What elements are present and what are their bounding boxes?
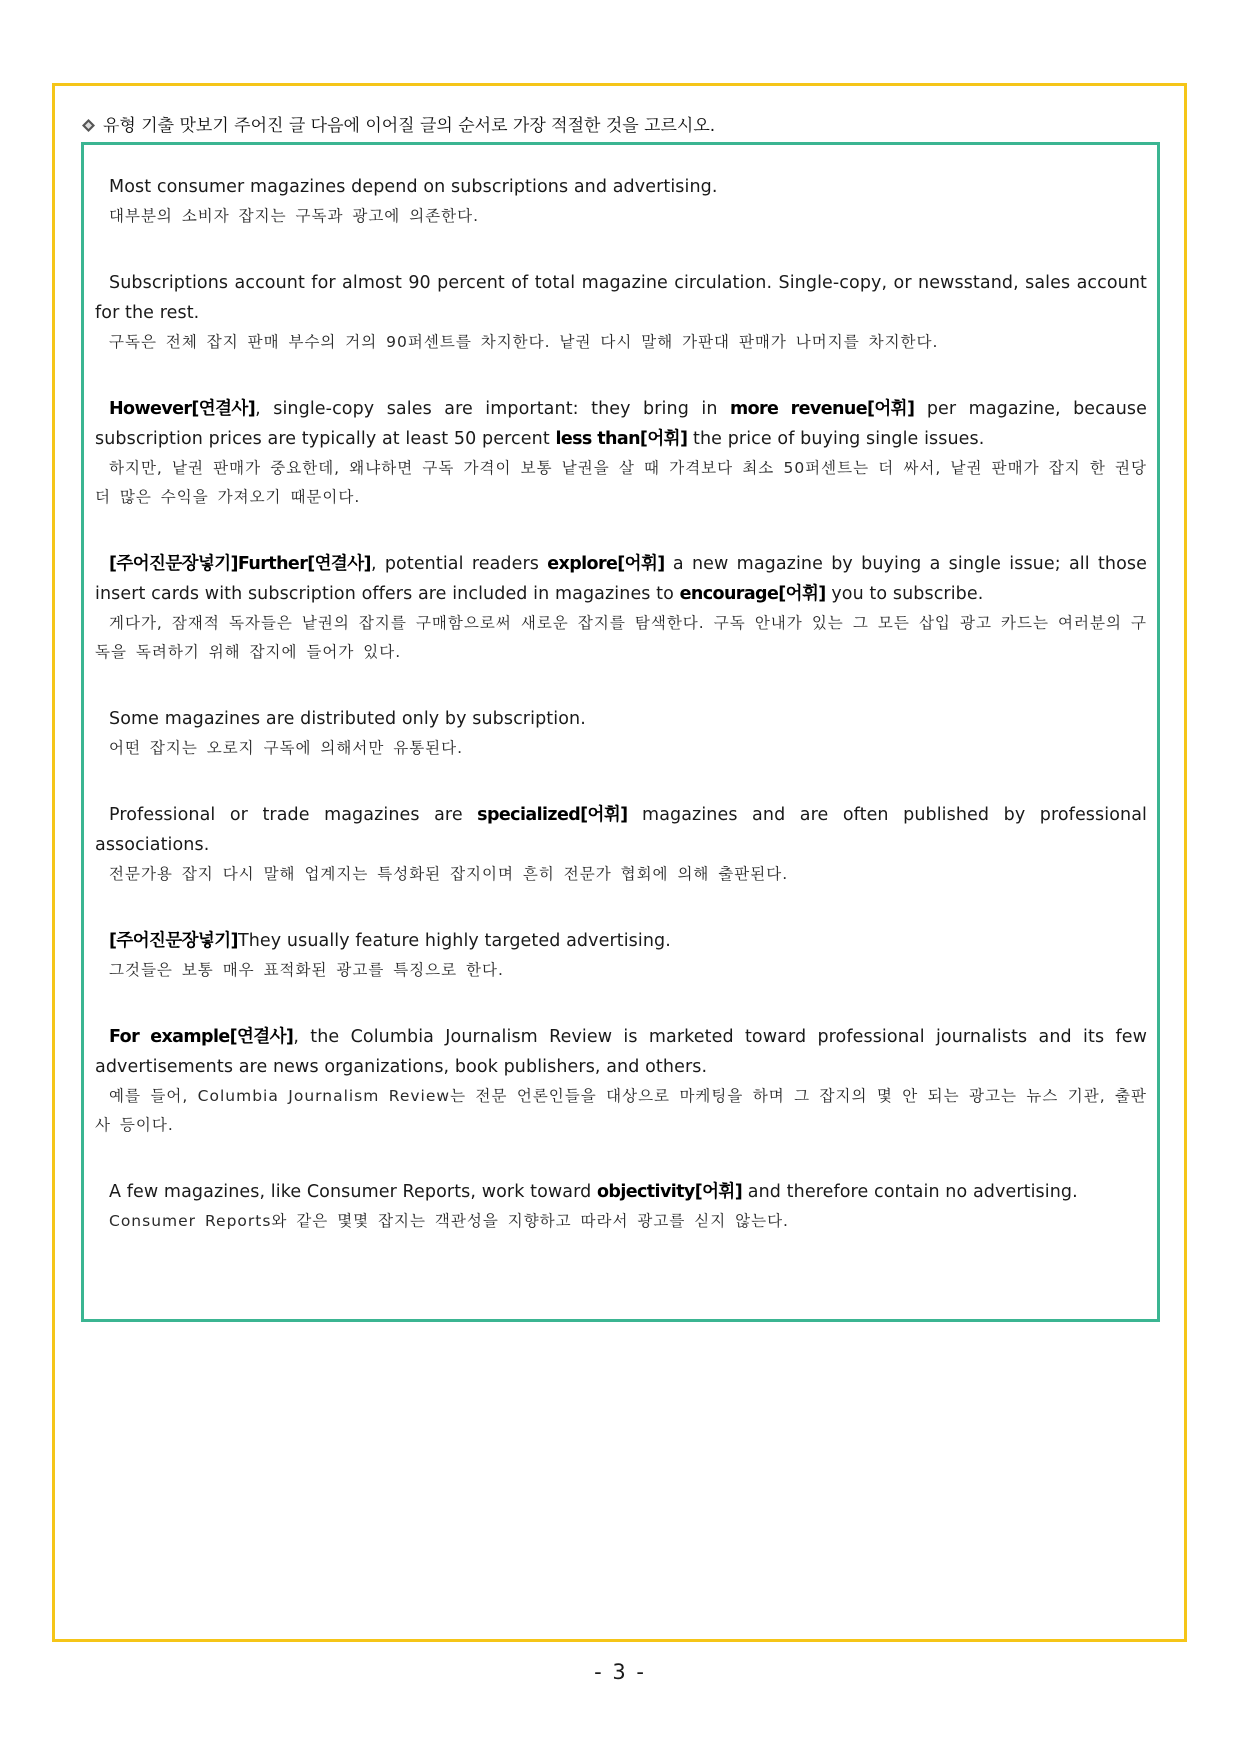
sentence-pair [95, 926, 1147, 985]
english-sentence [95, 172, 1147, 202]
sentence-text: a new magazine by buying a single issue; all those insert cards with subscription offers are included in magazines to [95, 554, 1147, 604]
korean-translation: Consumer Reports와 같은 몇몇 잡지는 객관성을 지향하고 따라서 광고를 싣지 않는다. [109, 1212, 789, 1230]
sentence-text: A few magazines, like Consumer Reports, work toward [109, 1182, 597, 1202]
keyword-annotation: more revenue[어휘] [729, 399, 915, 419]
question-header [82, 111, 715, 136]
korean-translation: 예를 들어, Columbia Journalism Review는 전문 언론인들을 대상으로 마케팅을 하며 그 잡지의 몇 안 되는 광고는 뉴스 기관, 출판사 등이다. [95, 1087, 1147, 1134]
sentence-pair [95, 549, 1147, 667]
sentence-pair [95, 394, 1147, 512]
page-number: - 3 - [594, 1660, 646, 1684]
keyword-annotation: [주어진문장넣기] [109, 931, 238, 951]
english-sentence [95, 549, 1147, 609]
sentence-text: Professional or trade magazines are [109, 805, 478, 825]
keyword-annotation: explore[어휘] [547, 554, 665, 574]
sentence-text: They usually feature highly targeted advertising. [237, 931, 671, 951]
korean-translation: 구독은 전체 잡지 판매 부수의 거의 90퍼센트를 차지한다. 낱권 다시 말해 가판대 판매가 나머지를 차지한다. [109, 333, 939, 351]
korean-translation: 어떤 잡지는 오로지 구독에 의해서만 유통된다. [109, 739, 464, 757]
english-sentence [95, 268, 1147, 328]
sentence-text: , potential readers [370, 554, 548, 574]
sentence-text: , the Columbia Journalism Review is marketed toward professional journalists and its few advertisements are news organizations, book publishers, and others. [95, 1027, 1147, 1077]
english-sentence [95, 1022, 1147, 1082]
english-sentence [95, 926, 1147, 956]
sentence-text: the price of buying single issues. [687, 429, 985, 449]
english-sentence [95, 1177, 1147, 1207]
sentence-text: , single-copy sales are important: they bring in [255, 399, 730, 419]
sentence-pair [95, 1022, 1147, 1140]
diamond-bullet-icon [82, 119, 95, 132]
sentence-text: Some magazines are distributed only by subscription. [109, 709, 586, 729]
sentence-text: Subscriptions account for almost 90 percent of total magazine circulation. Single-copy, or newsstand, sales account for the rest. [95, 273, 1147, 323]
keyword-annotation: less than[어휘] [555, 429, 688, 449]
sentence-text: magazines and are often published by professional associations. [95, 805, 1147, 855]
question-header-text: 유형 기출 맛보기 주어진 글 다음에 이어질 글의 순서로 가장 적절한 것을 고르시오. [103, 116, 716, 136]
keyword-annotation: objectivity[어휘] [596, 1182, 743, 1202]
passage-box [81, 142, 1160, 1322]
english-sentence [95, 394, 1147, 454]
passage-content [95, 172, 1147, 1236]
sentence-pair [95, 172, 1147, 231]
sentence-pair [95, 268, 1147, 357]
sentence-pair [95, 704, 1147, 763]
keyword-annotation: specialized[어휘] [477, 805, 628, 825]
korean-translation: 전문가용 잡지 다시 말해 업계지는 특성화된 잡지이며 흔히 전문가 협회에 의해 출판된다. [109, 865, 789, 883]
english-sentence [95, 800, 1147, 860]
sentence-text: per magazine, because subscription prices are typically at least 50 percent [95, 399, 1147, 449]
sentence-text: and therefore contain no advertising. [742, 1182, 1078, 1202]
sentence-pair [95, 1177, 1147, 1236]
sentence-pair [95, 800, 1147, 889]
sentence-text: Most consumer magazines depend on subscriptions and advertising. [109, 177, 718, 197]
keyword-annotation: For example[연결사] [109, 1027, 294, 1047]
keyword-annotation: encourage[어휘] [679, 584, 826, 604]
keyword-annotation: [주어진문장넣기]Further[연결사] [109, 554, 371, 574]
keyword-annotation: However[연결사] [109, 399, 256, 419]
korean-translation: 게다가, 잠재적 독자들은 낱권의 잡지를 구매함으로써 새로운 잡지를 탐색한다. 구독 안내가 있는 그 모든 삽입 광고 카드는 여러분의 구독을 독려하기 위해 잡지에 들어가 있다. [95, 614, 1147, 661]
sentence-text: you to subscribe. [825, 584, 984, 604]
korean-translation: 하지만, 낱권 판매가 중요한데, 왜냐하면 구독 가격이 보통 낱권을 살 때 가격보다 최소 50퍼센트는 더 싸서, 낱권 판매가 잡지 한 권당 더 많은 수익을 가져오기 때문이다. [95, 459, 1147, 506]
korean-translation: 그것들은 보통 매우 표적화된 광고를 특징으로 한다. [109, 961, 504, 979]
korean-translation: 대부분의 소비자 잡지는 구독과 광고에 의존한다. [109, 207, 480, 225]
english-sentence [95, 704, 1147, 734]
